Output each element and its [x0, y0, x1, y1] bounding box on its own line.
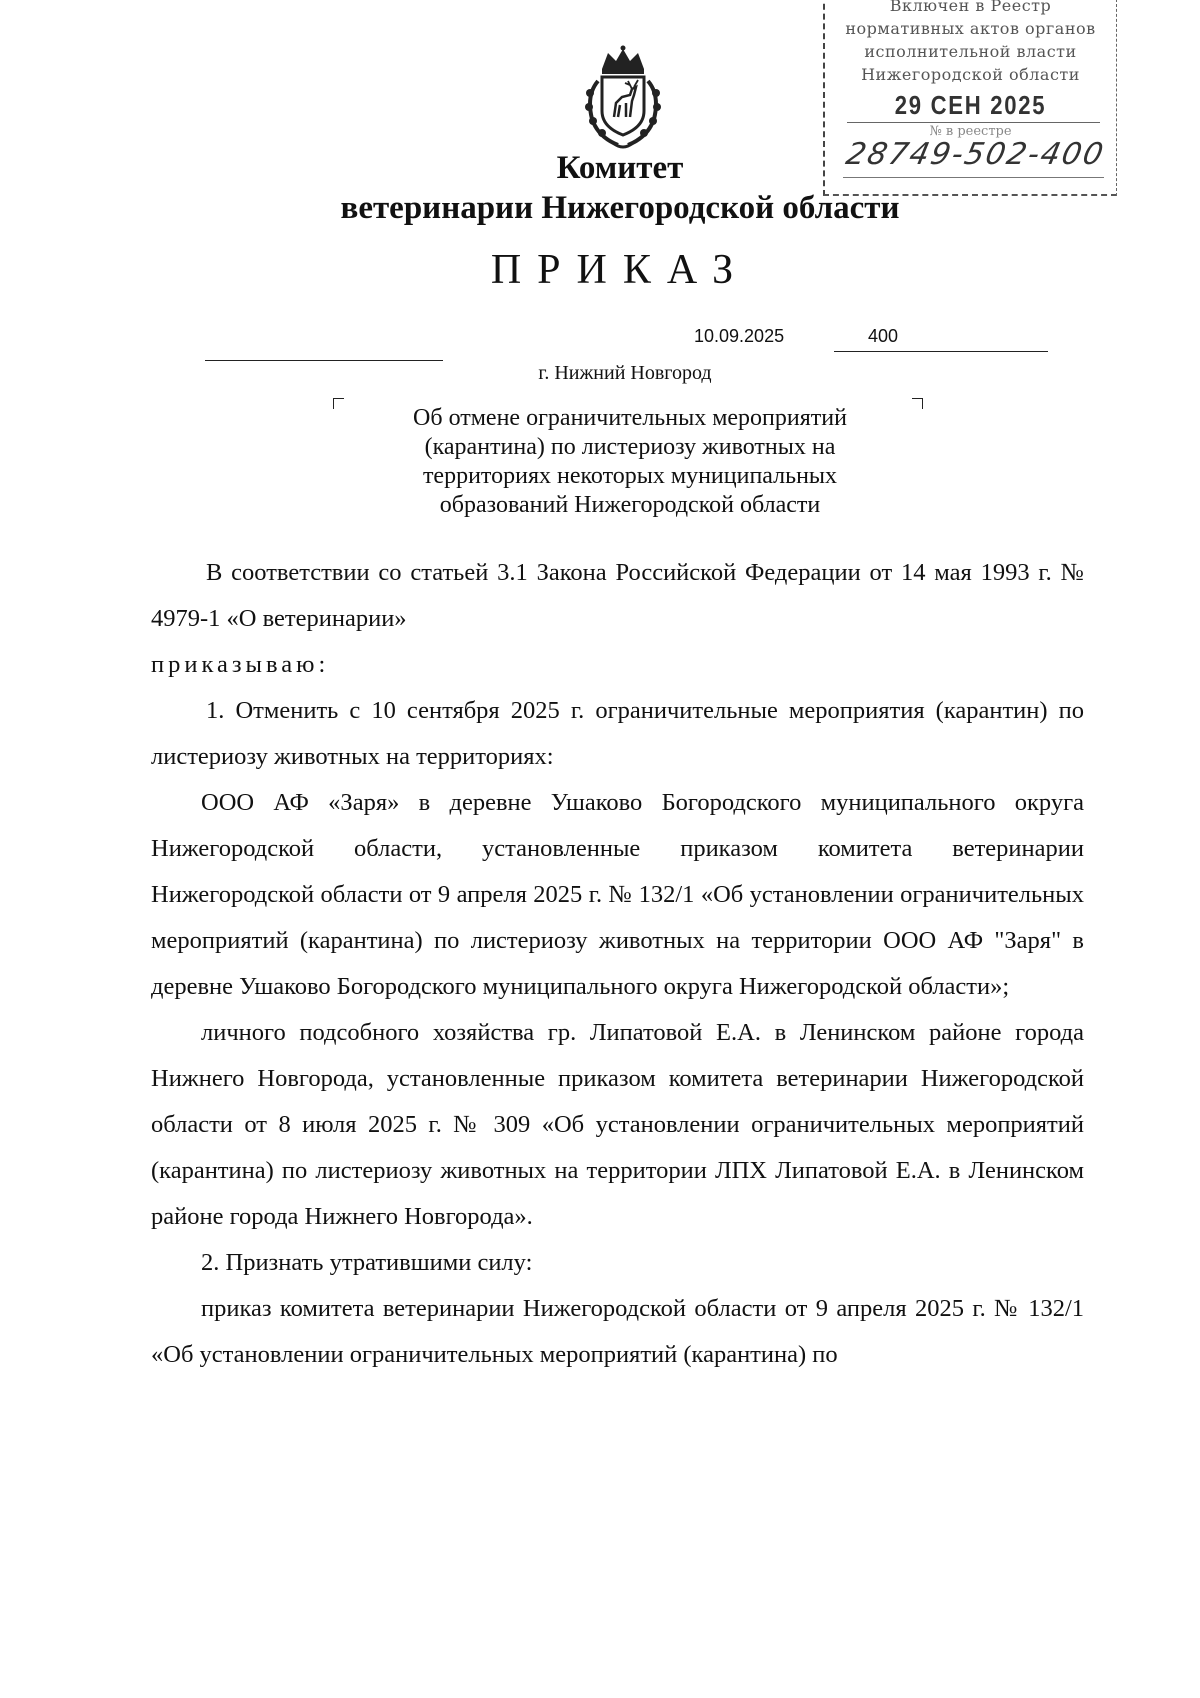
item-2-paragraph: 2. Признать утратившими силу: — [201, 1249, 533, 1276]
subject-corner-mark-right — [912, 398, 923, 409]
stamp-registry-label: № в реестре — [929, 124, 1012, 139]
stamp-line: Включен в Реестр — [889, 0, 1052, 15]
order-subject — [380, 404, 880, 520]
document-type-title: ПРИКАЗ — [490, 247, 750, 293]
subject-line: образований Нижегородской области — [439, 492, 821, 518]
order-verb: приказываю: — [151, 651, 330, 678]
order-date: 10.09.2025 — [694, 326, 785, 346]
item-1-territory-1: ООО АФ «Заря» в деревне Ушаково Богородского муниципального округа Нижегородской области, установленные приказом комитета ветеринарии Нижегородской области от 9 апреля 2025 г. № 132/1 «Об установлении ограничительных мероприятий (карантина) по листериозу животных на территории ООО АФ "Заря" в деревне Ушаково Богородского муниципального округа Нижегородской области»; — [151, 789, 1084, 1000]
stamp-line: Нижегородской области — [861, 65, 1080, 84]
stamp-date: 29 СЕН 2025 — [894, 90, 1047, 120]
stamp-line: исполнительной власти — [864, 42, 1077, 61]
item-1-paragraph: 1. Отменить с 10 сентября 2025 г. ограничительные мероприятия (карантин) по листериозу животных на территориях: — [151, 697, 1084, 770]
order-body — [151, 550, 1084, 1378]
item-1-territory-2: личного подсобного хозяйства гр. Липатовой Е.А. в Ленинском районе города Нижнего Новгорода, установленные приказом комитета ветеринарии Нижегородской области от 8 июля 2025 г. № 309 «Об установлении ограничительных мероприятий (карантина) по листериозу животных на территории ЛПХ Липатовой Е.А. в Ленинском районе города Нижнего Новгорода». — [151, 1019, 1084, 1230]
subject-line: территориях некоторых муниципальных — [422, 463, 838, 489]
org-title-line1: Комитет — [556, 150, 684, 186]
nizhny-novgorod-coat-of-arms-icon — [578, 45, 668, 151]
stamp-line: нормативных актов органов — [845, 19, 1096, 38]
order-number: 400 — [868, 326, 899, 346]
subject-line: Об отмене ограничительных мероприятий — [413, 405, 847, 431]
subject-line: (карантина) по листериозу животных на — [424, 434, 836, 460]
stamp-divider — [847, 122, 1100, 123]
preamble-paragraph: В соответствии со статьей 3.1 Закона Российской Федерации от 14 мая 1993 г. № 4979-1 «О ветеринарии» — [151, 559, 1084, 632]
org-title-line2: ветеринарии Нижегородской области — [340, 190, 900, 226]
stamp-registry-number: 28749-502-400 — [842, 137, 1109, 172]
item-2-revoked-order: приказ комитета ветеринарии Нижегородской области от 9 апреля 2025 г. № 132/1 «Об установлении ограничительных мероприятий (карантина) по — [151, 1295, 1084, 1368]
date-underline-left — [205, 360, 443, 361]
city-label: г. Нижний Новгород — [538, 362, 712, 384]
subject-corner-mark-left — [333, 398, 344, 409]
number-underline — [834, 351, 1048, 352]
